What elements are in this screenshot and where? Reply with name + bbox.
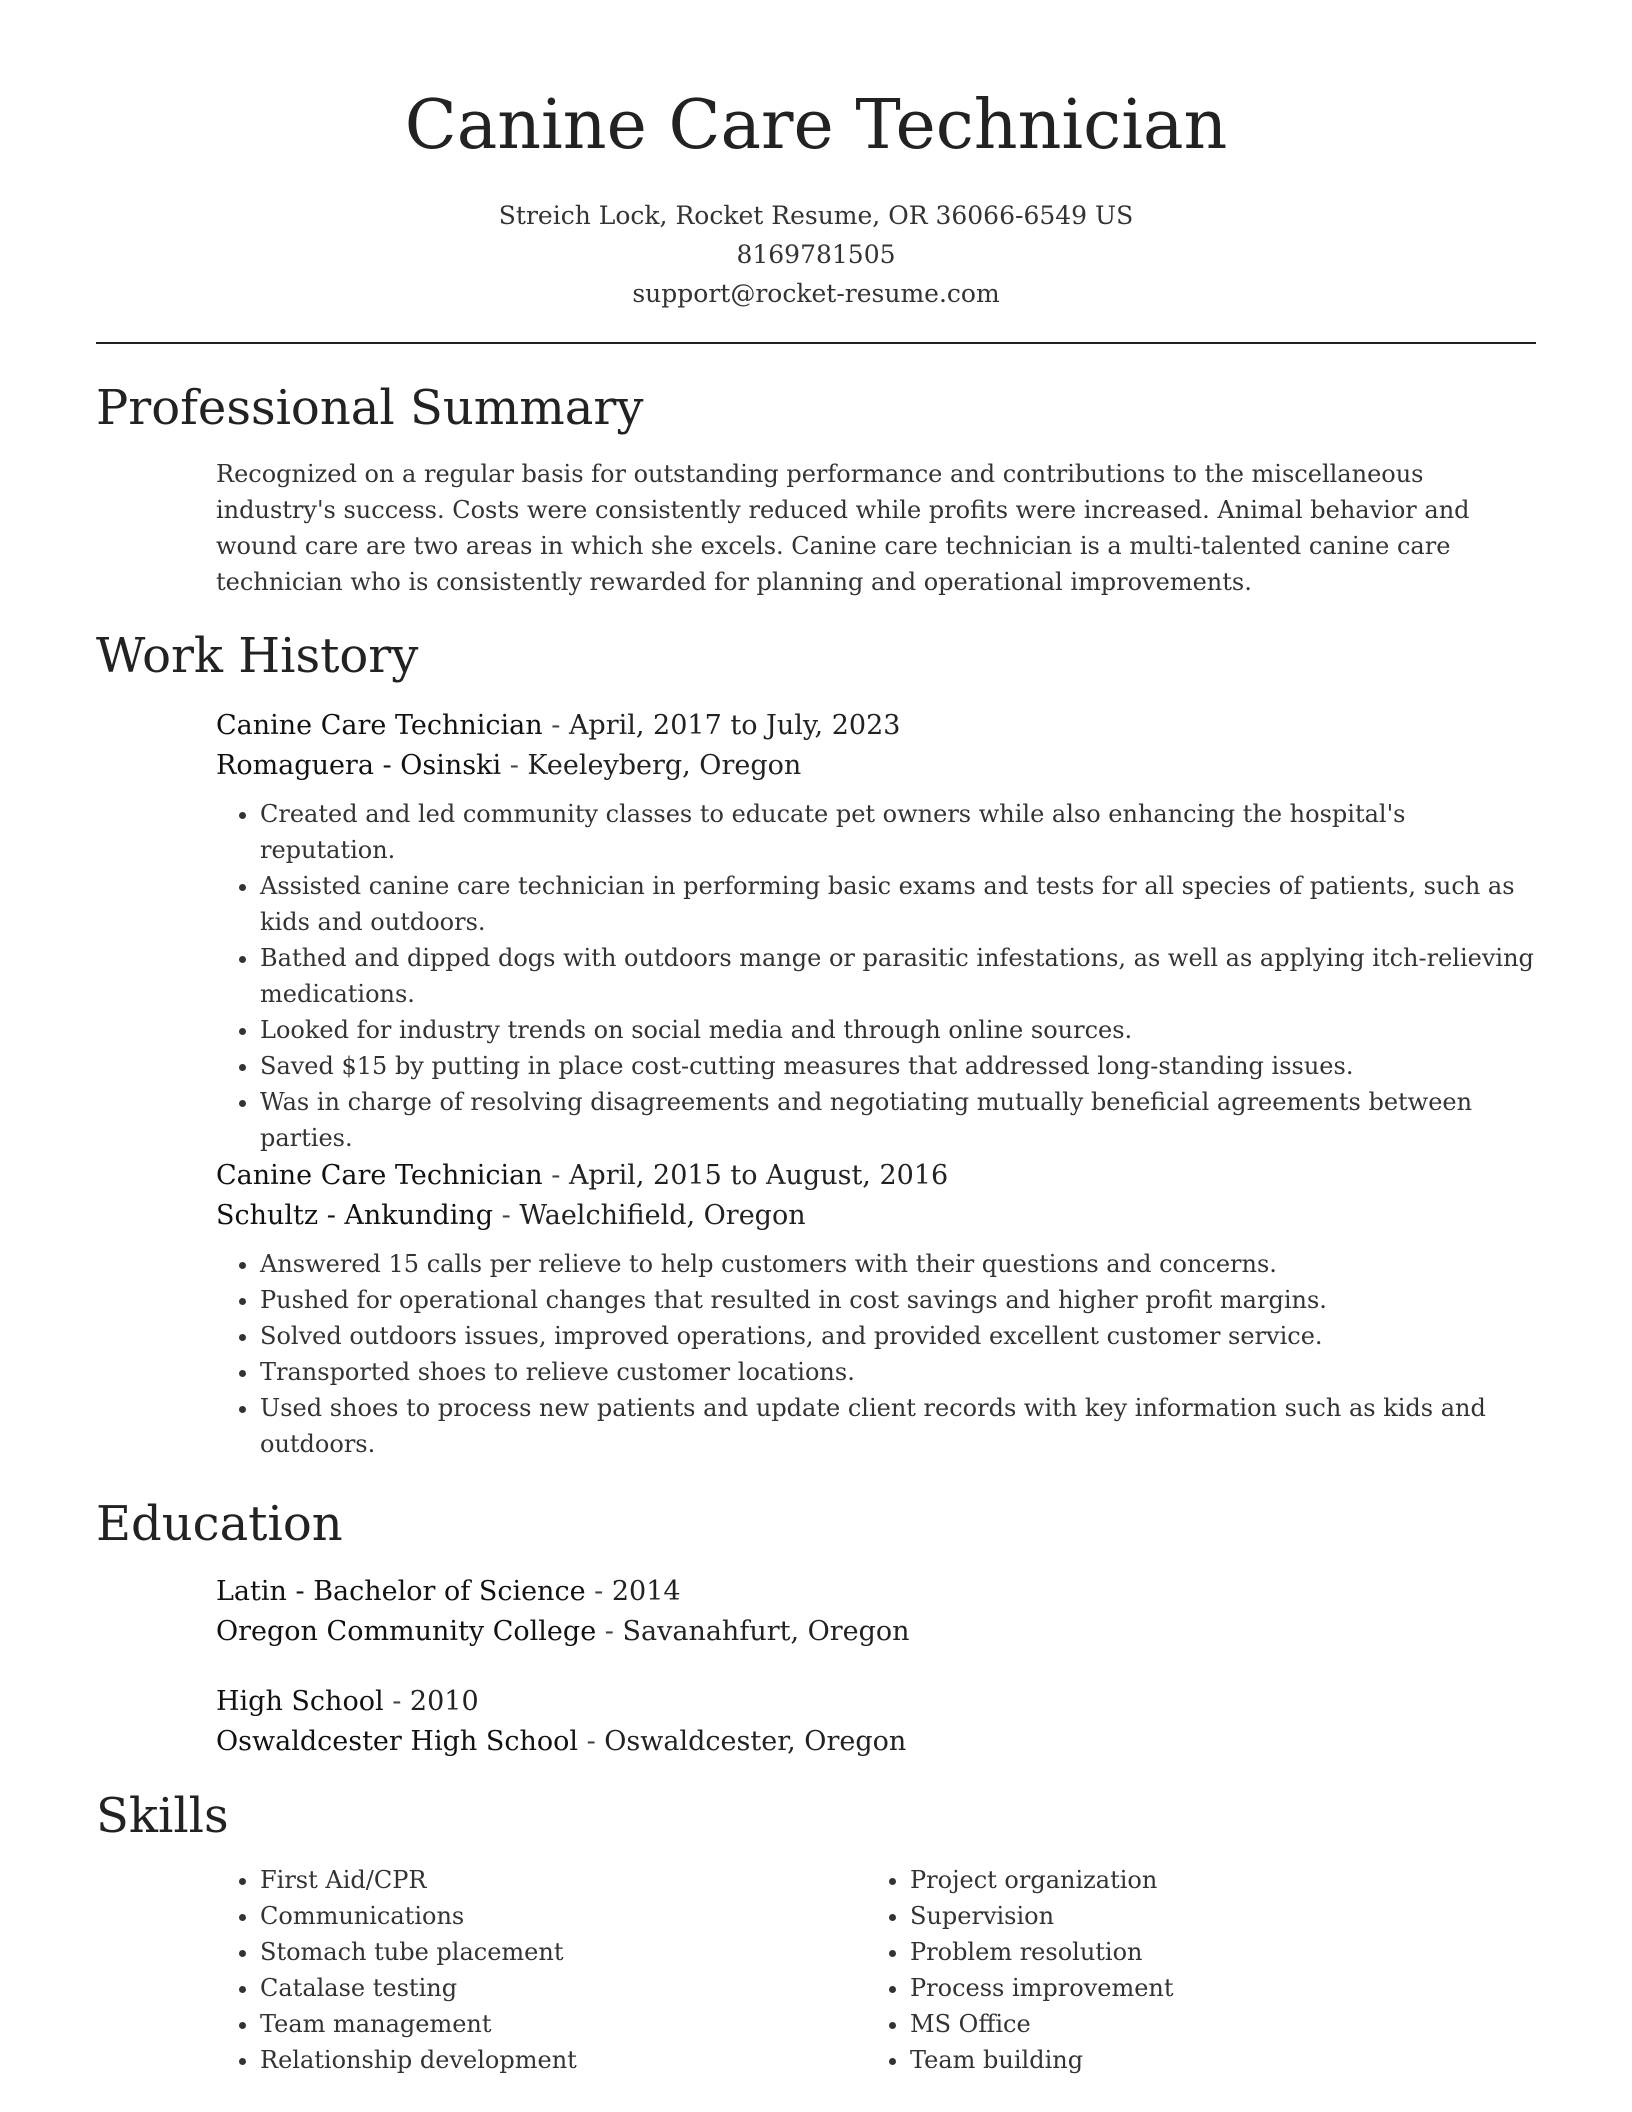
education-separator: -: [586, 1726, 605, 1757]
job-bullet: • Used shoes to process new patients and update client records with key information such as kids and outdoors.: [260, 1390, 1536, 1462]
skill-item: • First Aid/CPR: [260, 1862, 860, 1898]
candidate-name: Canine Care Technician: [404, 86, 1228, 165]
job-company-line: [216, 1196, 1536, 1236]
education-separator: -: [392, 1686, 410, 1717]
education-school-line: [216, 1612, 1536, 1652]
skills-list-right: [866, 1862, 1510, 2078]
education-year: 2010: [409, 1686, 479, 1717]
job-entry: [216, 1156, 1536, 1462]
job-role: Canine Care Technician: [216, 1160, 543, 1191]
skills-list-left: [216, 1862, 860, 2078]
contact-phone: 8169781505: [736, 240, 896, 269]
job-bullet: • Was in charge of resolving disagreements and negotiating mutually beneficial agreements between parties.: [260, 1084, 1536, 1156]
job-separator: -: [551, 710, 569, 741]
job-company: Schultz - Ankunding: [216, 1200, 494, 1231]
education-separator: -: [604, 1616, 623, 1647]
job-dates: April, 2015 to August, 2016: [568, 1160, 949, 1191]
education-year: 2014: [611, 1576, 681, 1607]
job-location: Keeleyberg, Oregon: [527, 750, 802, 781]
job-bullet: • Assisted canine care technician in performing basic exams and tests for all species of patients, such as kids and outdoors.: [260, 868, 1536, 940]
skill-item: • Project organization: [910, 1862, 1510, 1898]
job-role: Canine Care Technician: [216, 710, 543, 741]
job-bullet: • Saved $15 by putting in place cost-cutting measures that addressed long-standing issues.: [260, 1048, 1536, 1084]
job-bullet: • Answered 15 calls per relieve to help customers with their questions and concerns.: [260, 1246, 1536, 1282]
education-school: Oswaldcester High School: [216, 1726, 578, 1757]
section-title-skills: Skills: [96, 1788, 229, 1844]
skill-item: • Process improvement: [910, 1970, 1510, 2006]
education-degree: Latin - Bachelor of Science: [216, 1576, 586, 1607]
job-bullet: • Created and led community classes to educate pet owners while also enhancing the hospital's reputation.: [260, 796, 1536, 868]
job-bullet: • Transported shoes to relieve customer locations.: [260, 1354, 1536, 1390]
skill-item: • Stomach tube placement: [260, 1934, 860, 1970]
skill-item: • Team management: [260, 2006, 860, 2042]
job-dates: April, 2017 to July, 2023: [568, 710, 901, 741]
job-company: Romaguera - Osinski: [216, 750, 502, 781]
skill-item: • MS Office: [910, 2006, 1510, 2042]
section-title-summary: Professional Summary: [96, 380, 644, 436]
section-title-work-history: Work History: [96, 628, 419, 684]
skill-item: • Team building: [910, 2042, 1510, 2078]
job-bullet: • Solved outdoors issues, improved operations, and provided excellent customer service.: [260, 1318, 1536, 1354]
header-divider: [96, 342, 1536, 344]
education-school: Oregon Community College: [216, 1616, 597, 1647]
resume-header: [96, 86, 1536, 313]
education-degree: High School: [216, 1686, 384, 1717]
job-location: Waelchifield, Oregon: [519, 1200, 806, 1231]
skill-item: • Supervision: [910, 1898, 1510, 1934]
job-bullet: • Bathed and dipped dogs with outdoors mange or parasitic infestations, as well as applying itch-relieving medications.: [260, 940, 1536, 1012]
skill-item: • Problem resolution: [910, 1934, 1510, 1970]
section-title-education: Education: [96, 1496, 343, 1552]
job-separator: -: [509, 750, 528, 781]
education-location: Savanahfurt, Oregon: [622, 1616, 910, 1647]
job-separator: -: [501, 1200, 520, 1231]
contact-email[interactable]: support@rocket-resume.com: [632, 279, 1000, 308]
education-degree-line: [216, 1572, 1536, 1612]
job-bullet: • Pushed for operational changes that resulted in cost savings and higher profit margins.: [260, 1282, 1536, 1318]
contact-info: [96, 196, 1536, 313]
education-location: Oswaldcester, Oregon: [604, 1726, 907, 1757]
summary-text: Recognized on a regular basis for outstanding performance and contributions to the miscellaneous industry's success. Costs were consistently reduced while profits were increased. Animal behavior and wound care are two areas in which she excels. Canine care technician is a multi-talented canine care technician who is consistently rewarded for planning and operational improvements.: [216, 460, 1470, 596]
education-degree-line: [216, 1682, 1536, 1722]
job-separator: -: [551, 1160, 569, 1191]
contact-address: Streich Lock, Rocket Resume, OR 36066-6549 US: [498, 201, 1134, 230]
job-title-line: [216, 1156, 1536, 1196]
job-title-line: [216, 706, 1536, 746]
education-separator: -: [594, 1576, 612, 1607]
summary-block: [216, 456, 1536, 600]
job-bullets: [216, 796, 1536, 1156]
education-entry: [216, 1572, 1536, 1652]
job-entry: [216, 706, 1536, 1156]
skill-item: • Catalase testing: [260, 1970, 860, 2006]
education-entry: [216, 1682, 1536, 1762]
skill-item: • Relationship development: [260, 2042, 860, 2078]
skill-item: • Communications: [260, 1898, 860, 1934]
job-bullets: [216, 1246, 1536, 1462]
education-school-line: [216, 1722, 1536, 1762]
job-company-line: [216, 746, 1536, 786]
job-bullet: • Looked for industry trends on social media and through online sources.: [260, 1012, 1536, 1048]
